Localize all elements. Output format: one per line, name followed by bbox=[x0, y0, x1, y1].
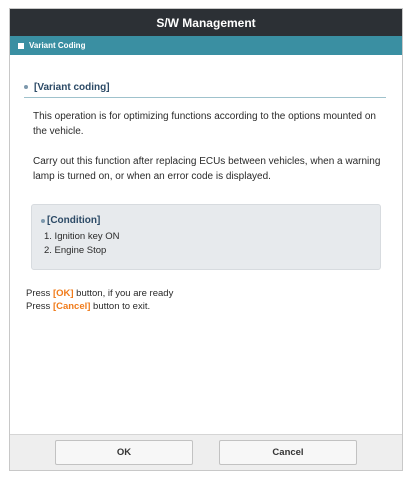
condition-box bbox=[31, 204, 381, 270]
instruction-ok-line bbox=[26, 287, 386, 300]
ok-key-highlight: [OK] bbox=[52, 288, 74, 299]
instruction-text: Press bbox=[26, 288, 53, 299]
subheader-title: Variant Coding bbox=[29, 41, 86, 50]
condition-header bbox=[41, 215, 380, 226]
condition-title: [Condition] bbox=[47, 215, 101, 226]
window-title: S/W Management bbox=[156, 15, 256, 30]
instruction-text: button to exit. bbox=[90, 301, 151, 312]
subheader-bar bbox=[10, 36, 402, 55]
content-area bbox=[10, 77, 402, 313]
cancel-key-highlight: [Cancel] bbox=[52, 301, 91, 312]
condition-list bbox=[41, 230, 380, 258]
condition-item: 2. Engine Stop bbox=[44, 245, 107, 256]
square-icon bbox=[18, 43, 24, 49]
ok-button[interactable]: OK bbox=[55, 440, 193, 465]
sw-management-window bbox=[9, 8, 403, 471]
description-paragraph-2: Carry out this function after replacing ECUs between vehicles, when a warning lamp is turned on, or when an error code is displayed. bbox=[33, 156, 381, 182]
bullet-icon bbox=[24, 85, 28, 89]
condition-item: 1. Ignition key ON bbox=[44, 231, 120, 242]
description-paragraph-1: This operation is for optimizing functions according to the options mounted on the vehicle. bbox=[33, 111, 376, 137]
bullet-icon bbox=[41, 219, 45, 223]
title-bar bbox=[10, 9, 402, 36]
instruction-cancel-line bbox=[26, 300, 386, 313]
footer-bar bbox=[10, 434, 402, 470]
cancel-button[interactable]: Cancel bbox=[219, 440, 357, 465]
section-header bbox=[24, 77, 386, 98]
section-title: [Variant coding] bbox=[34, 81, 110, 93]
instruction-text: Press bbox=[26, 301, 53, 312]
instructions bbox=[26, 287, 386, 313]
instruction-text: button, if you are ready bbox=[73, 288, 174, 299]
